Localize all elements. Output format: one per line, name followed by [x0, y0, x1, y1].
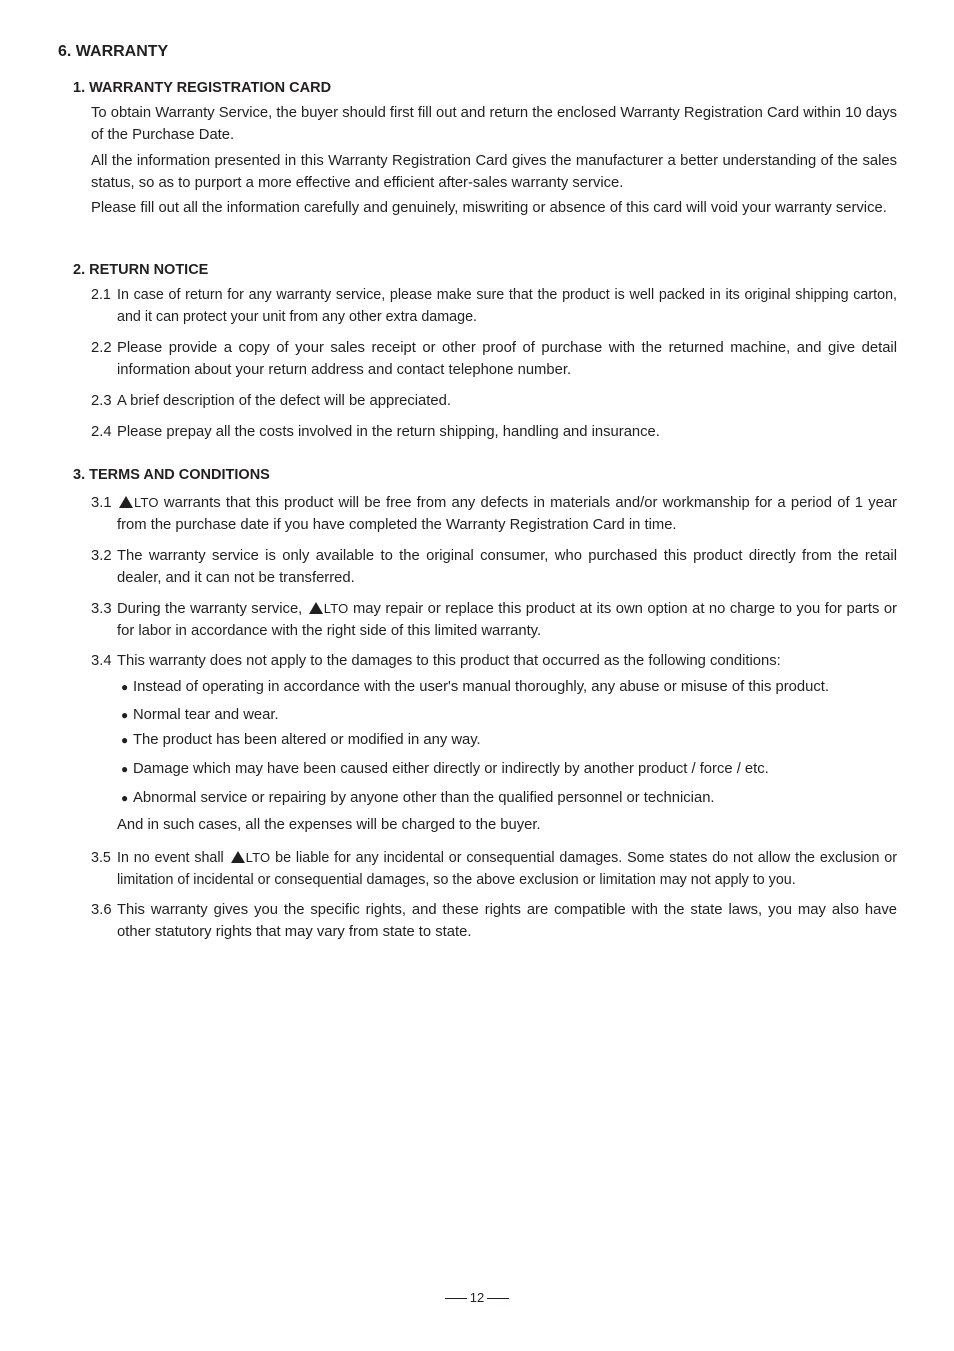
- footer-rule-right: [487, 1298, 509, 1299]
- item-number: 2.4: [91, 424, 112, 440]
- paragraph-registration-3: Please fill out all the information carefully and genuinely, miswriting or absence of this card will void your warranty service.: [91, 200, 887, 216]
- condition-bullet: [121, 759, 897, 781]
- footer-rule-left: [445, 1298, 467, 1299]
- item-text-pre: In no event shall: [117, 850, 224, 866]
- item-text: The warranty service is only available to the original consumer, who purchased this product directly from the retail dealer, and it can not be transferred.: [117, 548, 897, 586]
- item-text: Please prepay all the costs involved in the return shipping, handling and insurance.: [117, 424, 660, 440]
- heading-return-notice: 2. RETURN NOTICE: [73, 262, 209, 278]
- paragraph-registration-2: All the information presented in this Warranty Registration Card gives the manufacturer a better understanding of the sales status, so as to purport a more effective and efficient after-sales warranty service.: [91, 153, 897, 191]
- bullet-text: The product has been altered or modified in any way.: [133, 732, 481, 748]
- bullet-text: Normal tear and wear.: [133, 707, 279, 723]
- return-item-2-3: [91, 391, 897, 413]
- triangle-logo-icon: [231, 851, 245, 863]
- item-number: 3.5: [91, 850, 111, 866]
- terms-item-3-1: [91, 492, 897, 536]
- brand-text: LTO: [323, 601, 349, 616]
- terms-item-3-4: [91, 651, 897, 673]
- brand-logo: [117, 495, 159, 511]
- item-number: 3.1: [91, 495, 112, 511]
- item-text: Please provide a copy of your sales receipt or other proof of purchase with the returned machine, and give detail information about your return address and contact telephone number.: [117, 340, 897, 378]
- heading-terms-and-conditions: 3. TERMS AND CONDITIONS: [73, 467, 270, 483]
- item-number: 3.3: [91, 601, 112, 617]
- heading-warranty-registration-card: 1. WARRANTY REGISTRATION CARD: [73, 80, 332, 96]
- terms-item-3-2: [91, 546, 897, 589]
- item-text: This warranty gives you the specific rights, and these rights are compatible with the state laws, you may also have other statutory rights that may vary from state to state.: [117, 902, 897, 940]
- brand-text: LTO: [245, 850, 271, 865]
- bullet-dot-icon: ●: [121, 762, 129, 776]
- item-text-pre: During the warranty service,: [117, 601, 303, 617]
- brand-logo: [229, 850, 271, 866]
- item-text-post: be liable for any incidental or consequential damages. Some states do not allow the exclusion or limitation of incidental or consequential damages, so the above exclusion or limitation may not apply to you.: [117, 850, 898, 888]
- condition-bullet: [121, 730, 897, 752]
- triangle-logo-icon: [309, 602, 323, 614]
- brand-logo: [307, 601, 349, 617]
- page-number: 12: [469, 1290, 485, 1305]
- brand-text: LTO: [134, 495, 159, 510]
- item-text: warrants that this product will be free from any defects in materials and/or workmanship for a period of 1 year from the purchase date if you have completed the Warranty Registration Card in time.: [117, 495, 897, 533]
- bullet-text: Instead of operating in accordance with the user's manual thoroughly, any abuse or misuse of this product.: [133, 679, 829, 695]
- item-number: 3.6: [91, 902, 112, 918]
- item-number: 3.2: [91, 548, 112, 564]
- page-footer: [0, 1290, 954, 1305]
- bullet-dot-icon: ●: [121, 708, 129, 722]
- condition-bullet: [121, 788, 897, 810]
- conditions-closing-text: And in such cases, all the expenses will be charged to the buyer.: [117, 817, 541, 833]
- item-text: In case of return for any warranty service, please make sure that the product is well packed in its original shipping carton, and it can protect your unit from any other extra damage.: [117, 287, 897, 325]
- item-text: This warranty does not apply to the damages to this product that occurred as the following conditions:: [117, 653, 781, 669]
- item-number: 3.4: [91, 653, 112, 669]
- bullet-dot-icon: ●: [121, 733, 129, 747]
- return-item-2-1: [91, 285, 897, 328]
- bullet-text: Damage which may have been caused either directly or indirectly by another product / force / etc.: [133, 761, 769, 777]
- item-text: A brief description of the defect will be appreciated.: [117, 393, 451, 409]
- item-number: 2.2: [91, 340, 112, 356]
- triangle-logo-icon: [119, 496, 133, 508]
- item-number: 2.3: [91, 393, 112, 409]
- section-title: 6. WARRANTY: [58, 43, 169, 60]
- return-item-2-4: [91, 422, 897, 444]
- bullet-dot-icon: ●: [121, 791, 129, 805]
- item-number: 2.1: [91, 287, 111, 303]
- bullet-text: Abnormal service or repairing by anyone other than the qualified personnel or technician.: [133, 790, 715, 806]
- return-item-2-2: [91, 338, 897, 381]
- bullet-dot-icon: ●: [121, 680, 129, 694]
- paragraph-registration-1: To obtain Warranty Service, the buyer should first fill out and return the enclosed Warranty Registration Card within 10 days of the Purchase Date.: [91, 105, 897, 143]
- terms-item-3-3: [91, 598, 897, 642]
- condition-bullet: [121, 677, 897, 699]
- terms-item-3-6: [91, 900, 897, 943]
- terms-item-3-5: [91, 847, 897, 891]
- condition-bullet: [121, 705, 897, 727]
- item-text-post: may repair or replace this product at its own option at no charge to you for parts or for labor in accordance with the right side of this limited warranty.: [117, 601, 897, 639]
